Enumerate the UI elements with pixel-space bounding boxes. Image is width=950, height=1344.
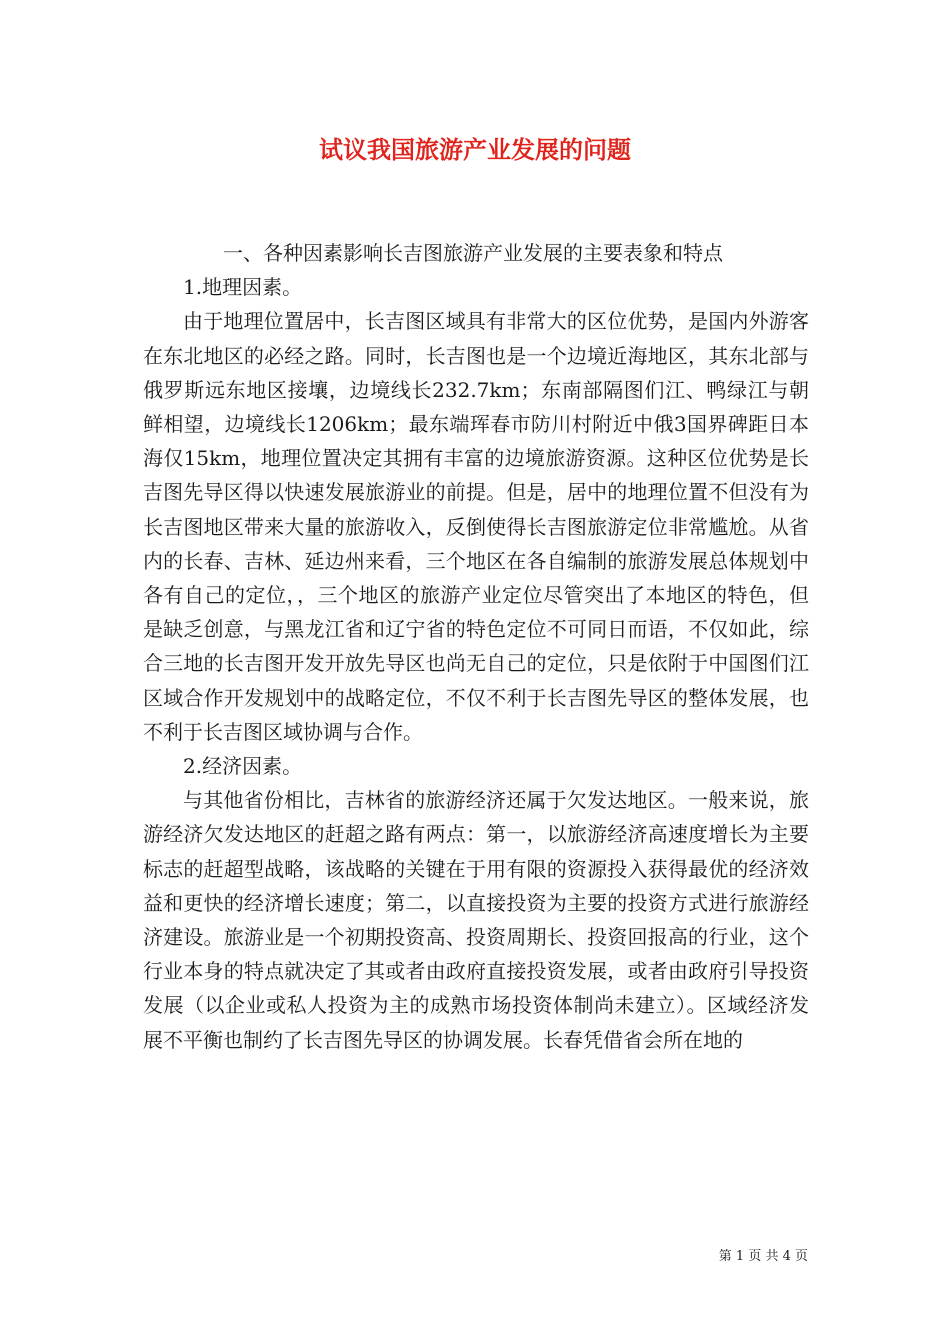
section-heading: 一、各种因素影响长吉图旅游产业发展的主要表象和特点: [223, 241, 723, 265]
paragraph-geography: 由于地理位置居中，长吉图区域具有非常大的区位优势，是国内外游客在东北地区的必经之路。同时，长吉图也是一个边境近海地区，其东北部与俄罗斯远东地区接壤，边境线长232.7km；东南部隔图们江、鸭绿江与朝鲜相望，边境线长1206km；最东端珲春市防川村附近中俄3国界碑距日本海仅15km，地理位置决定其拥有丰富的边境旅游资源。这种区位优势是长吉图先导区得以快速发展旅游业的前提。但是，居中的地理位置不但没有为长吉图地区带来大量的旅游收入，反倒使得长吉图旅游定位非常尴尬。从省内的长春、吉林、延边州来看，三个地区在各自编制的旅游发展总体规划中各有自己的定位，，三个地区的旅游产业定位尽管突出了本地区的特色，但是缺乏创意，与黑龙江省和辽宁省的特色定位不可同日而语，不仅如此，综合三地的长吉图开发开放先导区也尚无自己的定位，只是依附于中国图们江区域合作开发规划中的战略定位，不仅不利于长吉图先导区的整体发展，也不利于长吉图区域协调与合作。: [143, 309, 809, 744]
paragraph-economy: 与其他省份相比，吉林省的旅游经济还属于欠发达地区。一般来说，旅游经济欠发达地区的赶超之路有两点：第一，以旅游经济高速度增长为主要标志的赶超型战略，该战略的关键在于用有限的资源投入获得最优的经济效益和更快的经济增长速度；第二，以直接投资为主要的投资方式进行旅游经济建设。旅游业是一个初期投资高、投资周期长、投资回报高的行业，这个行业本身的特点就决定了其或者由政府直接投资发展，或者由政府引导投资发展（以企业或私人投资为主的成熟市场投资体制尚未建立）。区域经济发展不平衡也制约了长吉图先导区的协调发展。长春凭借省会所在地的: [143, 788, 809, 1052]
subsection-heading-economy: 2.经济因素。: [183, 754, 303, 779]
document-body: [143, 236, 809, 1057]
subsection-heading-geography: 1.地理因素。: [183, 275, 303, 300]
document-title: 试议我国旅游产业发展的问题: [319, 135, 631, 164]
page-number: 第 1 页 共 4 页: [718, 1249, 808, 1264]
